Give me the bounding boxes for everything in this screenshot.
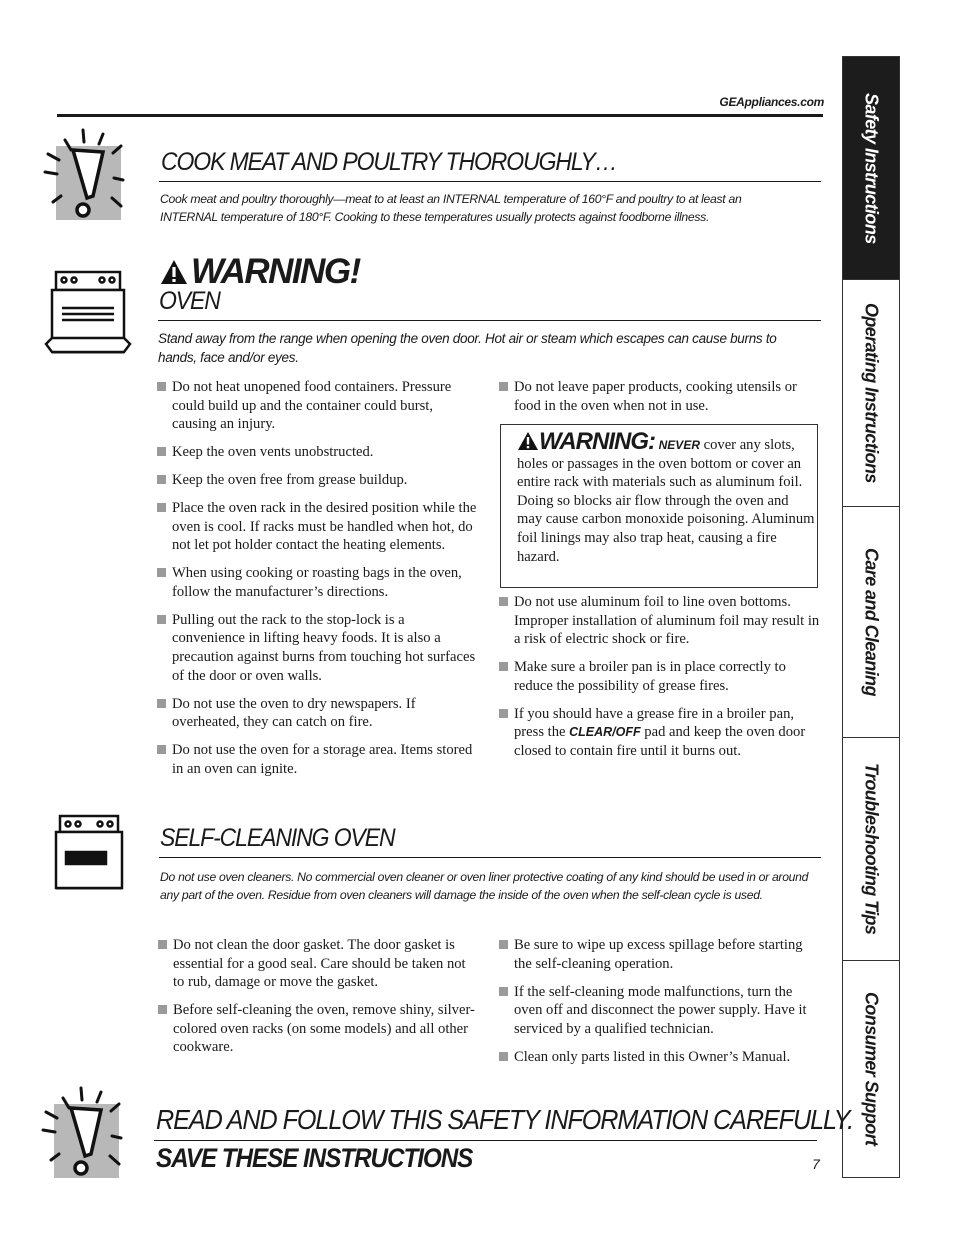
box-text: cover any slots, holes or passages in the oven bottom or cover an entire rack with materials such as aluminum foil. Doing so blocks air flow through the oven and may cause carbon monoxide poisoning. Aluminum foil linings may also trap heat, causing a fire hazard. bbox=[517, 437, 815, 565]
box-warning-label: WARNING: bbox=[539, 428, 655, 455]
list-item: Before self-cleaning the oven, remove shiny, silver-colored oven racks (on some models) and all other cookware. bbox=[158, 1001, 476, 1057]
list-item: Do not leave paper products, cooking utensils or food in the oven when not in use. bbox=[499, 378, 817, 415]
oven-rule bbox=[158, 320, 821, 321]
warning-triangle-icon bbox=[160, 258, 188, 286]
save-instructions-heading: SAVE THESE INSTRUCTIONS bbox=[156, 1143, 473, 1173]
list-item: If you should have a grease fire in a broiler pan, press the CLEAR/OFF pad and keep the oven door closed to contain fire until it burns out. bbox=[499, 705, 821, 761]
oven-list-left bbox=[157, 378, 477, 788]
oven-intro: Stand away from the range when opening the oven door. Hot air or steam which escapes can cause burns to hands, face and/or eyes. bbox=[158, 331, 777, 365]
box-never-label: NEVER bbox=[658, 438, 700, 452]
tab-troubleshooting-tips[interactable]: Troubleshooting Tips bbox=[843, 738, 899, 961]
oven-list-right-top bbox=[499, 378, 817, 425]
selfclean-list-right bbox=[499, 936, 821, 1076]
list-item: Do not clean the door gasket. The door gasket is essential for a good seal. Care should be taken not to rub, damage or move the gasket. bbox=[158, 936, 476, 992]
read-follow-heading: READ AND FOLLOW THIS SAFETY INFORMATION CAREFULLY. bbox=[156, 1104, 854, 1135]
site-url: GEAppliances.com bbox=[719, 95, 824, 109]
selfclean-list-left bbox=[158, 936, 476, 1066]
list-item: Do not use the oven for a storage area. Items stored in an oven can ignite. bbox=[157, 741, 477, 778]
oven-heading: OVEN bbox=[159, 287, 220, 315]
page-number: 7 bbox=[812, 1156, 820, 1172]
self-clean-range-icon bbox=[52, 812, 126, 892]
range-icon bbox=[42, 268, 134, 358]
tab-consumer-support[interactable]: Consumer Support bbox=[861, 991, 882, 1146]
exclamation-icon bbox=[40, 1086, 132, 1182]
exclamation-icon bbox=[43, 128, 133, 224]
tab-safety-instructions[interactable]: Safety Instructions bbox=[843, 57, 899, 280]
list-item: Be sure to wipe up excess spillage before starting the self-cleaning operation. bbox=[499, 936, 821, 973]
list-item: Keep the oven vents unobstructed. bbox=[157, 443, 477, 462]
cook-text: Cook meat and poultry thoroughly—meat to at least an INTERNAL temperature of 160°F and poultry to at least an INTERNAL temperature of 180°F. Cooking to these temperatures usually protects against foodborne illness. bbox=[160, 192, 742, 224]
oven-list-right bbox=[499, 593, 821, 770]
list-item: If the self-cleaning mode malfunctions, turn the oven off and disconnect the power supply. Have it serviced by a qualified technician. bbox=[499, 983, 821, 1039]
list-item: Do not heat unopened food containers. Pressure could build up and the container could burst, causing an injury. bbox=[157, 378, 477, 434]
list-item: Make sure a broiler pan is in place correctly to reduce the possibility of grease fires. bbox=[499, 658, 821, 695]
cook-rule bbox=[159, 181, 821, 182]
list-item: Clean only parts listed in this Owner’s Manual. bbox=[499, 1048, 821, 1067]
selfclean-heading: SELF-CLEANING OVEN bbox=[160, 824, 395, 852]
list-item: Do not use the oven to dry newspapers. If overheated, they can catch on fire. bbox=[157, 695, 477, 732]
warning-triangle-icon bbox=[517, 431, 539, 451]
tab-care-and-cleaning[interactable]: Care and Cleaning bbox=[843, 507, 899, 738]
top-rule bbox=[57, 114, 823, 117]
list-item: When using cooking or roasting bags in the oven, follow the manufacturer’s directions. bbox=[157, 564, 477, 601]
list-item: Keep the oven free from grease buildup. bbox=[157, 471, 477, 490]
selfclean-intro: Do not use oven cleaners. No commercial oven cleaner or oven liner protective coating of any kind should be used in or around any part of the oven. Residue from oven cleaners will damage the inside of the oven when the self-clean cycle is used. bbox=[160, 870, 809, 902]
oven-warning-title: WARNING! bbox=[160, 252, 360, 292]
list-item: Place the oven rack in the desired position while the oven is cool. If racks must be handled when hot, do not let pot holder contact the heating elements. bbox=[157, 499, 477, 555]
clear-off-pad-label: CLEAR/OFF bbox=[569, 725, 641, 740]
footer-rule bbox=[154, 1140, 817, 1141]
list-item: Pulling out the rack to the stop-lock is a convenience in lifting heavy foods. It is also a precaution against burns from touching hot surfaces of the door or oven walls. bbox=[157, 611, 477, 685]
tab-operating-instructions[interactable]: Operating Instructions bbox=[843, 280, 899, 507]
selfclean-rule bbox=[159, 857, 821, 858]
side-tabs bbox=[842, 56, 900, 1178]
foil-warning-box bbox=[500, 424, 818, 588]
list-item: Do not use aluminum foil to line oven bottoms. Improper installation of aluminum foil may result in a risk of electric shock or fire. bbox=[499, 593, 821, 649]
cook-heading: COOK MEAT AND POULTRY THOROUGHLY… bbox=[161, 148, 617, 176]
